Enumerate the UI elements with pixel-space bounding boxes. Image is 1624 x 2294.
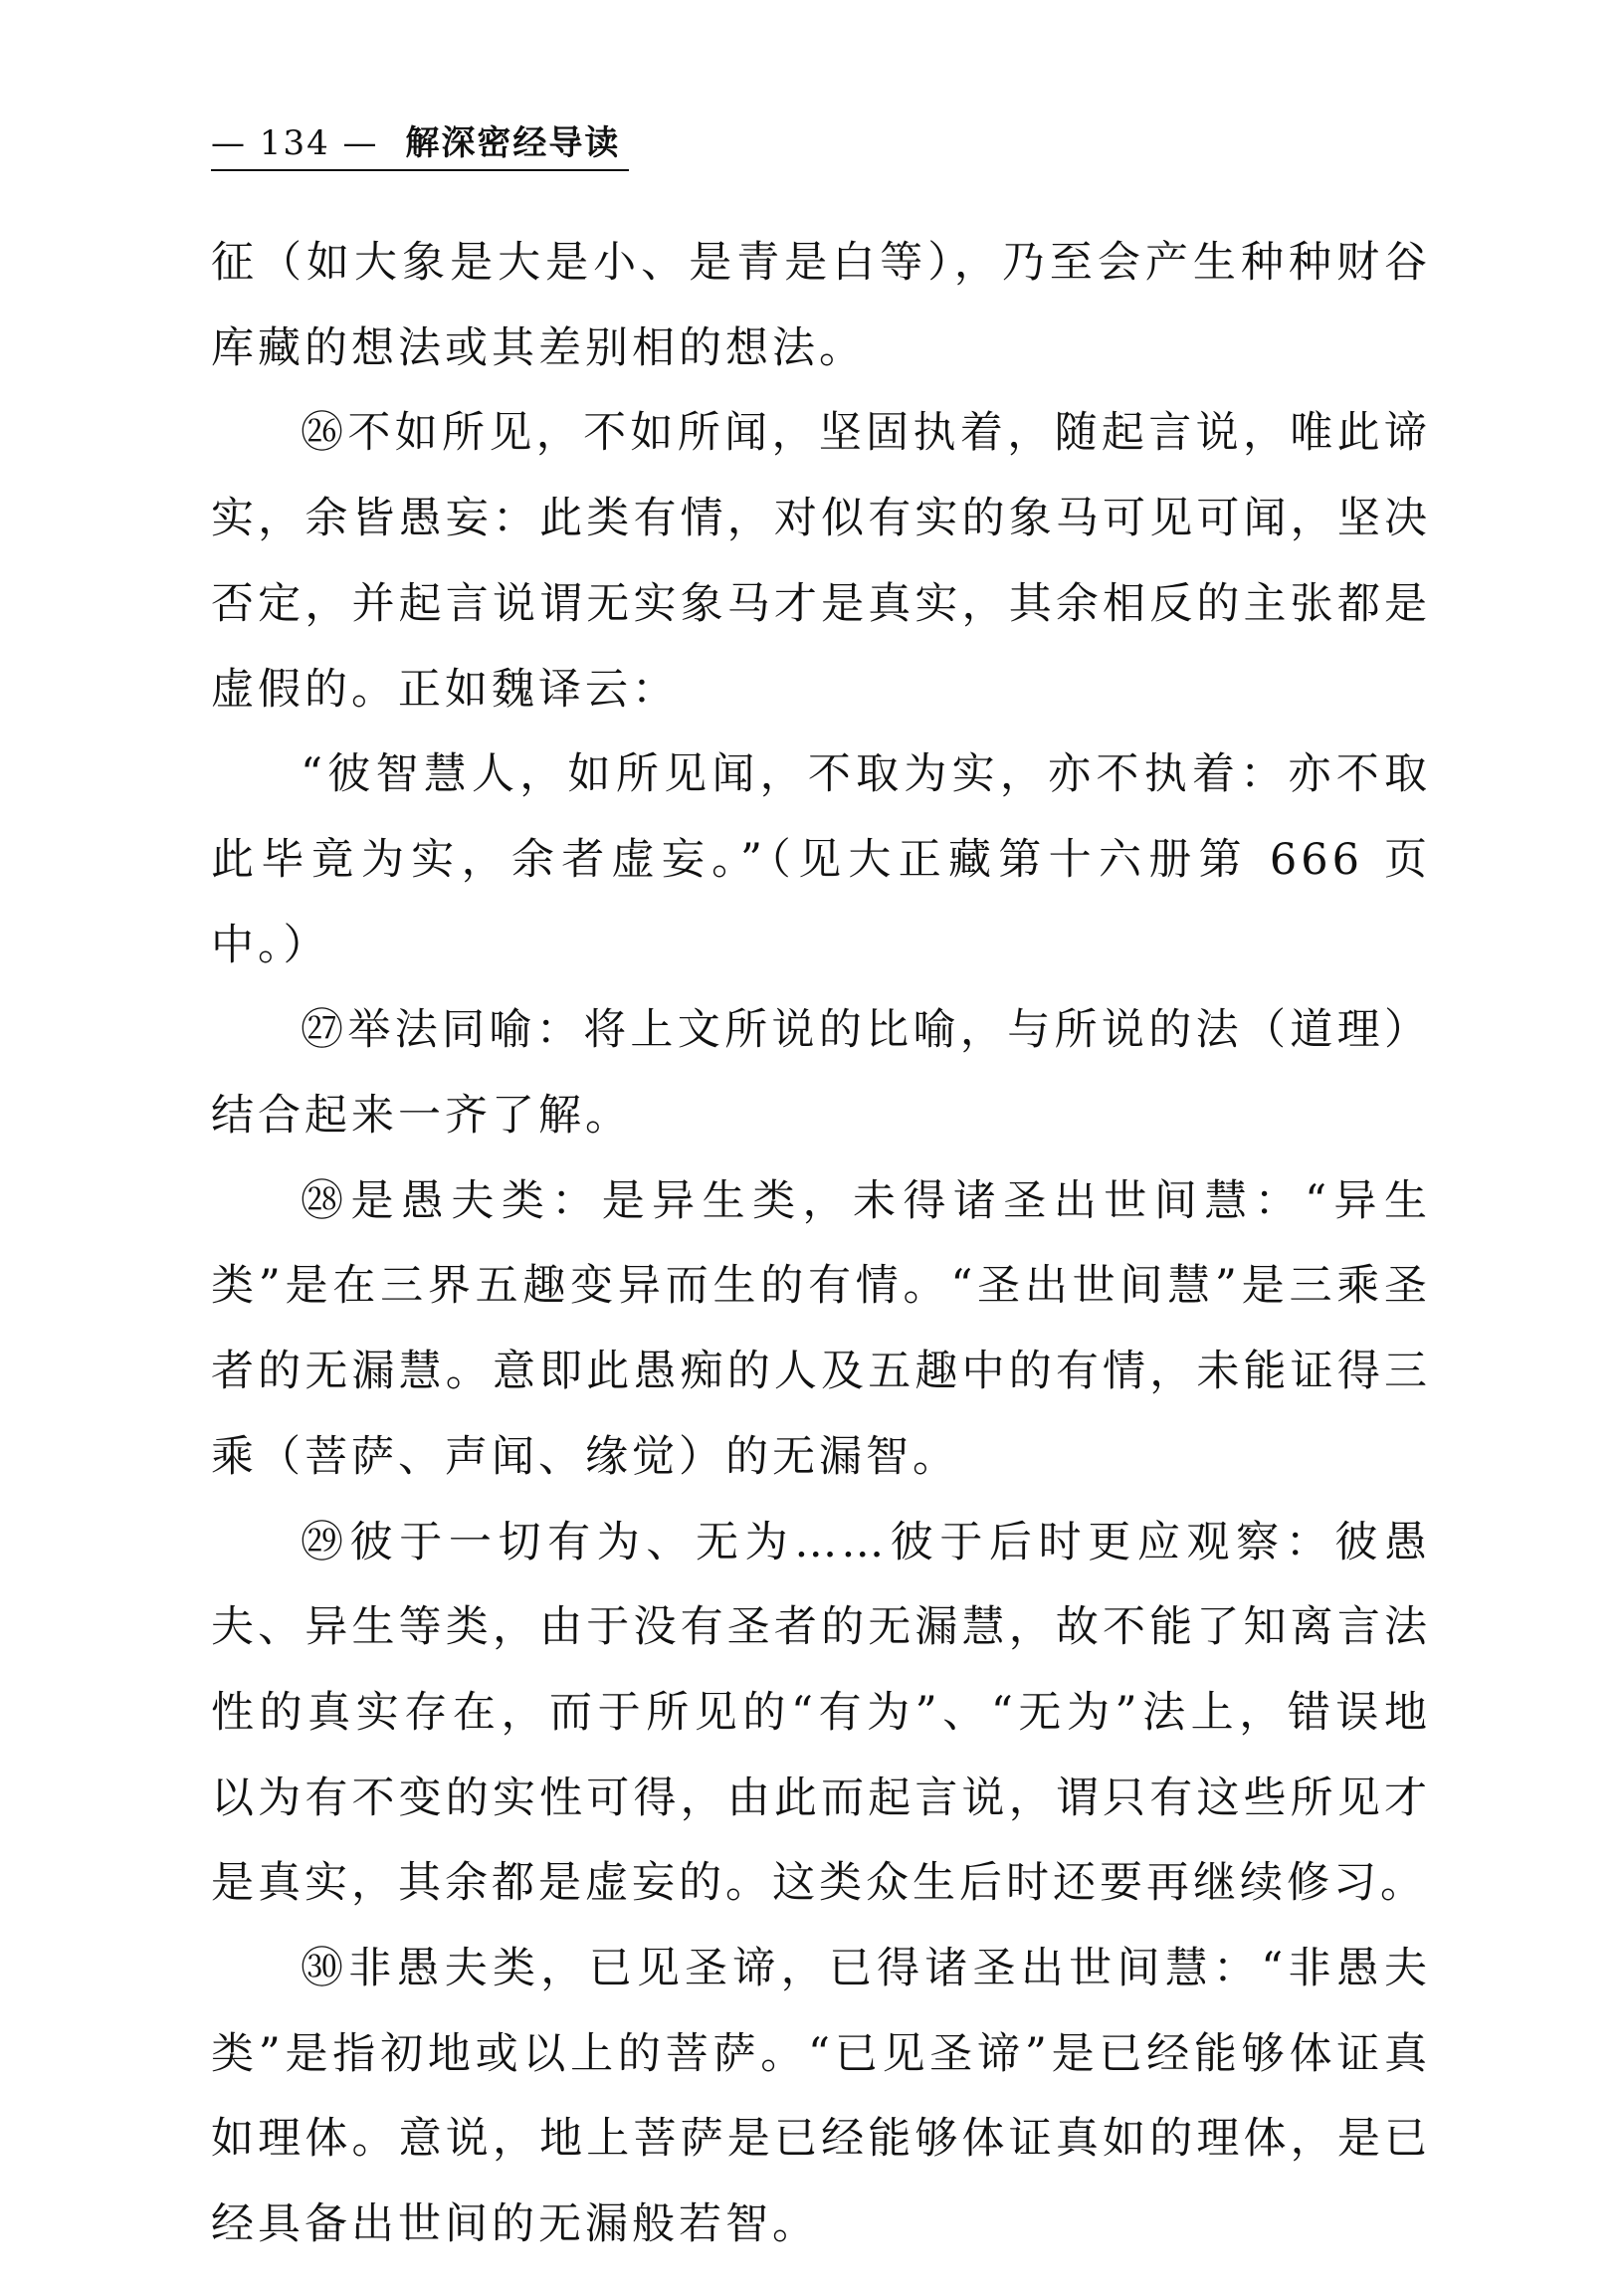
paragraph-note-30: ㉚非愚夫类，已见圣谛，已得诸圣出世间慧：“非愚夫类”是指初地或以上的菩萨。“已见圣谛”是已经能够体证真如理体。意说，地上菩萨是已经能够体证真如的理体，是已经具备出世间的无漏般若智。 [211,1944,1431,2250]
paragraph-continuation: 征（如大象是大是小、是青是白等），乃至会产生种种财谷库藏的想法或其差别相的想法。 [211,238,1431,373]
paragraph-note-28: ㉘是愚夫类：是异生类，未得诸圣出世间慧：“异生类”是在三界五趣变异而生的有情。“圣出世间慧”是三乘圣者的无漏慧。意即此愚痴的人及五趣中的有情，未能证得三乘（菩萨、声闻、缘觉）的无漏智。 [211,1175,1431,1482]
book-title: 解深密经导读 [405,123,621,163]
paragraph-quotation: “彼智慧人，如所见闻，不取为实，亦不执着：亦不取此毕竟为实，余者虚妄。”（见大正藏第十六册第 666 页中。） [211,749,1431,970]
body-text [211,221,1431,2268]
running-header [211,117,629,171]
paragraph-note-29: ㉙彼于一切有为、无为……彼于后时更应观察：彼愚夫、异生等类，由于没有圣者的无漏慧，故不能了知离言法性的真实存在，而于所见的“有为”、“无为”法上，错误地以为有不变的实性可得，由此而起言说，谓只有这些所见才是真实，其余都是虚妄的。这类众生后时还要再继续修习。 [211,1517,1431,1909]
paragraph-note-26: ㉖不如所见，不如所闻，坚固执着，随起言说，唯此谛实，余皆愚妄：此类有情，对似有实的象马可见可闻，坚决否定，并起言说谓无实象马才是真实，其余相反的主张都是虚假的。正如魏译云： [211,408,1431,715]
paragraph-note-27: ㉗举法同喻：将上文所说的比喻，与所说的法（道理）结合起来一齐了解。 [211,1005,1431,1142]
page-number: — 134 — [211,123,379,163]
